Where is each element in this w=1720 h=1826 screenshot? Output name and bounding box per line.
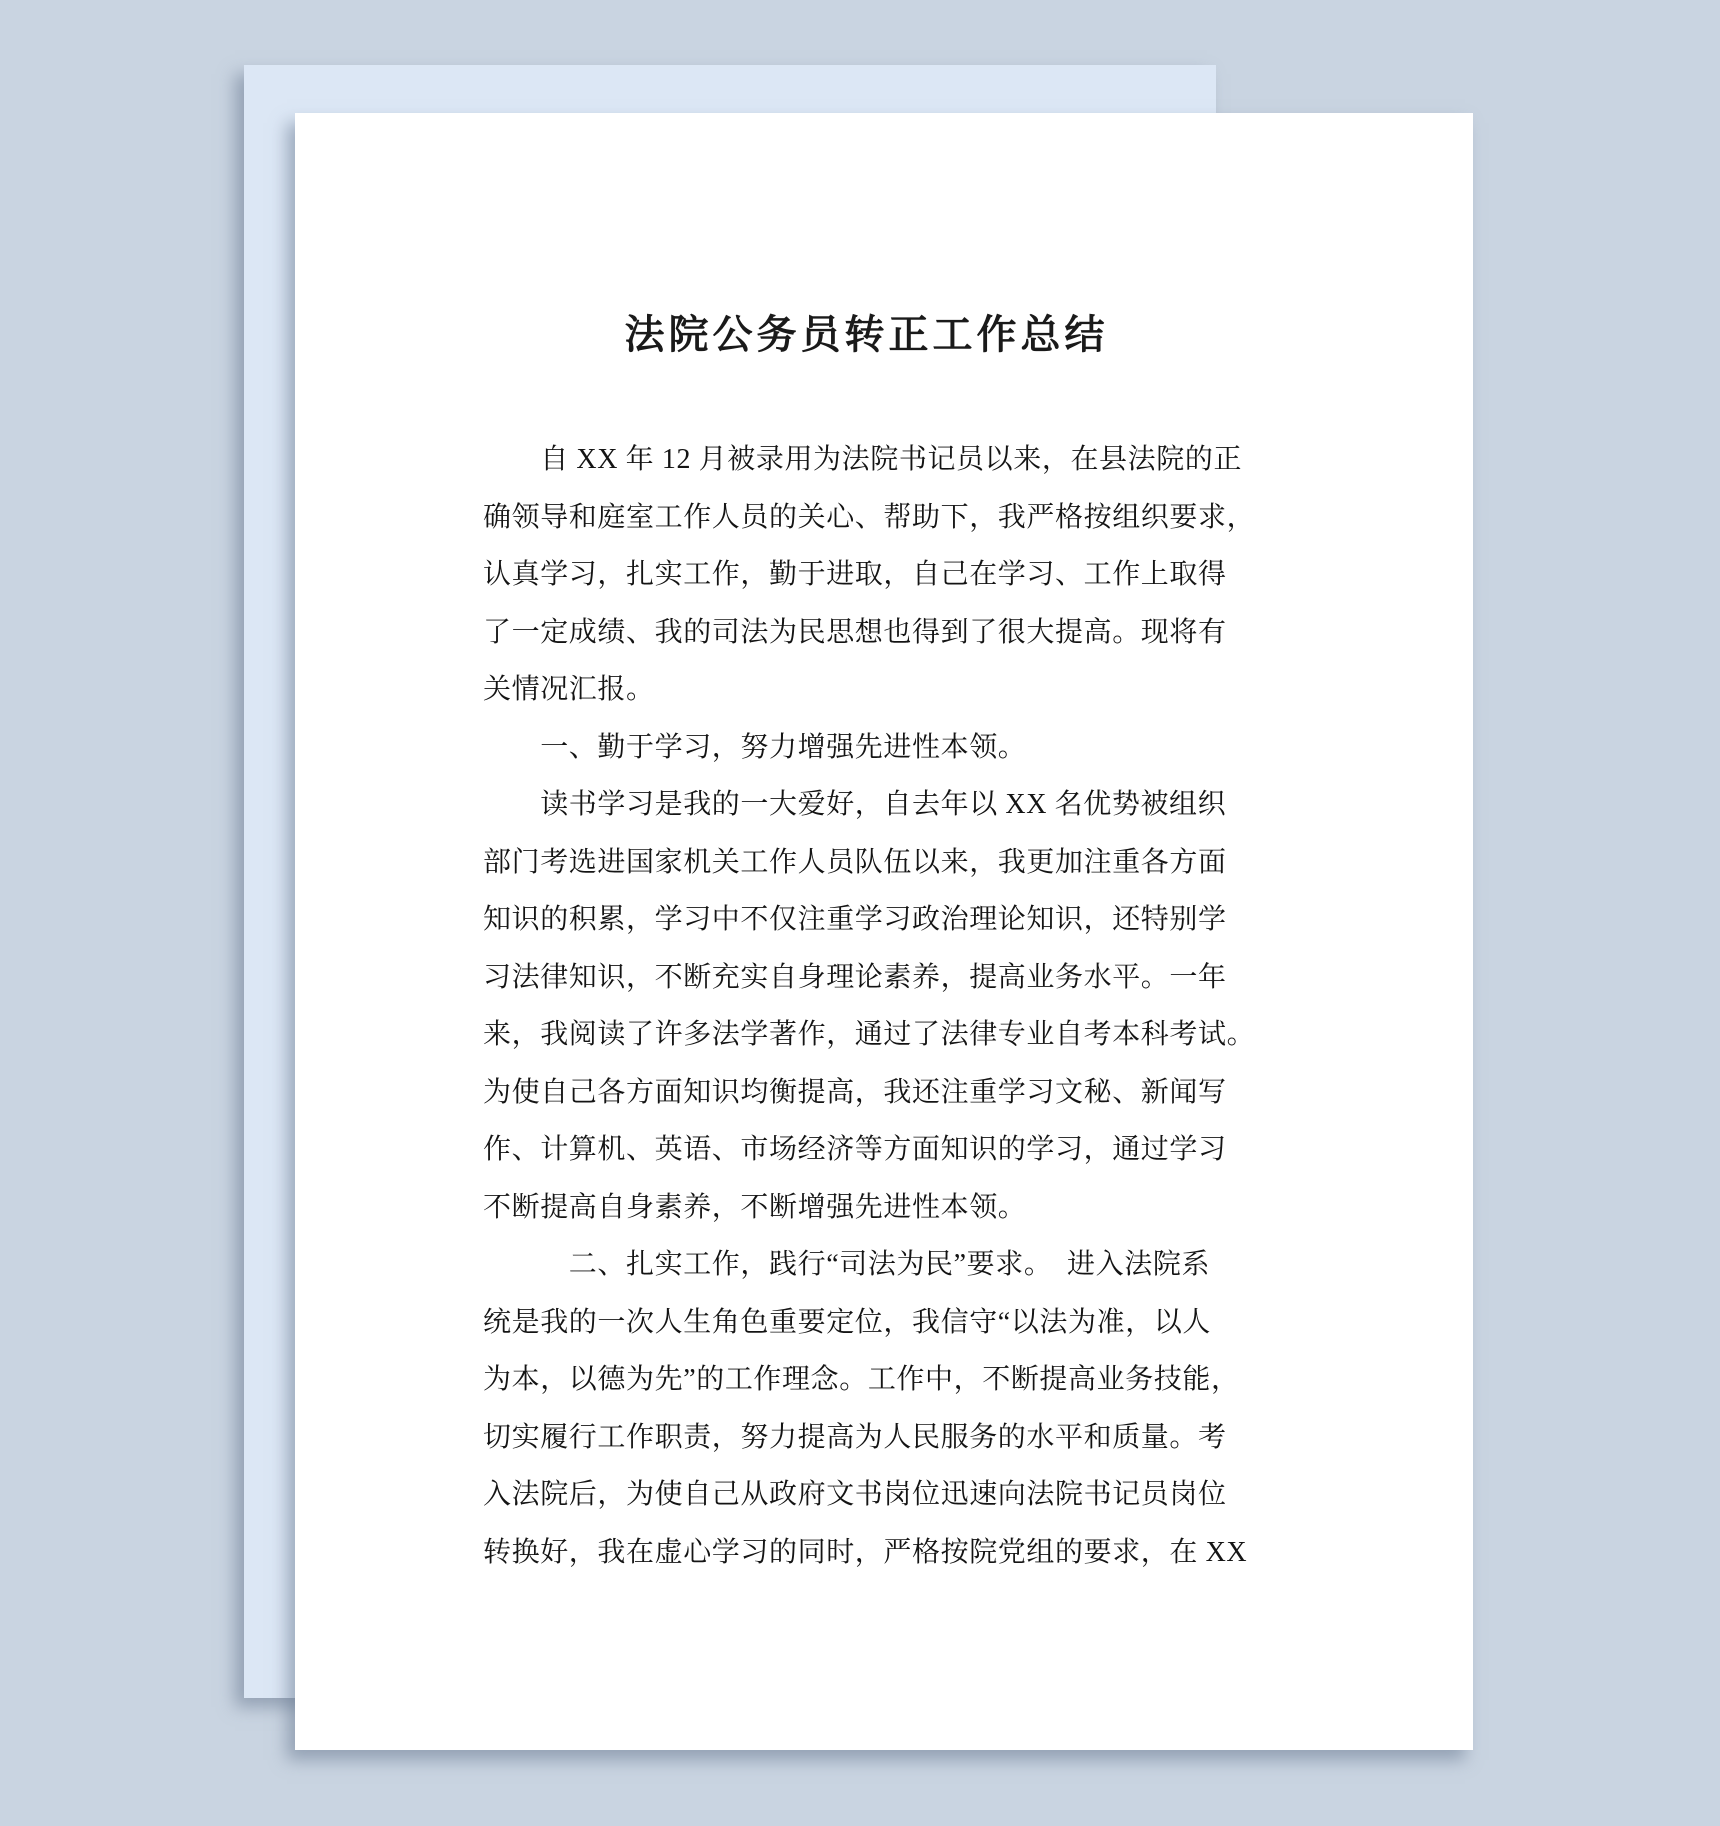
text-line: 习法律知识，不断充实自身理论素养，提高业务水平。一年: [483, 961, 1227, 993]
text-line: 为使自己各方面知识均衡提高，我还注重学习文秘、新闻写: [483, 1076, 1227, 1108]
text-line: 了一定成绩、我的司法为民思想也得到了很大提高。现将有: [483, 616, 1227, 648]
text-line: 不断提高自身素养，不断增强先进性本领。: [483, 1191, 1027, 1223]
text-line: 认真学习，扎实工作，勤于进取，自己在学习、工作上取得: [483, 559, 1227, 590]
text-line: 切实履行工作职责，努力提高为人民服务的水平和质量。考: [483, 1421, 1227, 1453]
text-line: 自 XX 年 12 月被录用为法院书记员以来，在县法院的正: [483, 444, 1243, 475]
text-line: 确领导和庭室工作人员的关心、帮助下，我严格按组织要求，: [483, 501, 1256, 533]
document-page: [295, 113, 1473, 1750]
text-line: 统是我的一次人生角色重要定位，我信守“以法为准，以人: [483, 1306, 1212, 1338]
text-line: 关情况汇报。: [483, 674, 655, 705]
document-title: 法院公务员转正工作总结: [624, 313, 1109, 357]
document-body: [483, 431, 1256, 1581]
text-line: 转换好，我在虚心学习的同时，严格按院党组的要求，在 XX: [483, 1536, 1248, 1568]
text-line: 来，我阅读了许多法学著作，通过了法律专业自考本科考试。: [483, 1019, 1256, 1050]
text-line: 一、勤于学习，努力增强先进性本领。: [483, 731, 1027, 763]
text-line: 知识的积累，学习中不仅注重学习政治理论知识，还特别学: [483, 904, 1227, 935]
text-line: 为本，以德为先”的工作理念。工作中，不断提高业务技能，: [483, 1364, 1240, 1395]
text-line: 部门考选进国家机关工作人员队伍以来，我更加注重各方面: [483, 846, 1227, 878]
text-line: 作、计算机、英语、市场经济等方面知识的学习，通过学习: [483, 1134, 1227, 1165]
text-line: 读书学习是我的一大爱好，自去年以 XX 名优势被组织: [483, 789, 1227, 820]
text-line: 二、扎实工作，践行“司法为民”要求。 进入法院系: [483, 1249, 1211, 1280]
text-line: 入法院后，为使自己从政府文书岗位迅速向法院书记员岗位: [483, 1479, 1227, 1510]
